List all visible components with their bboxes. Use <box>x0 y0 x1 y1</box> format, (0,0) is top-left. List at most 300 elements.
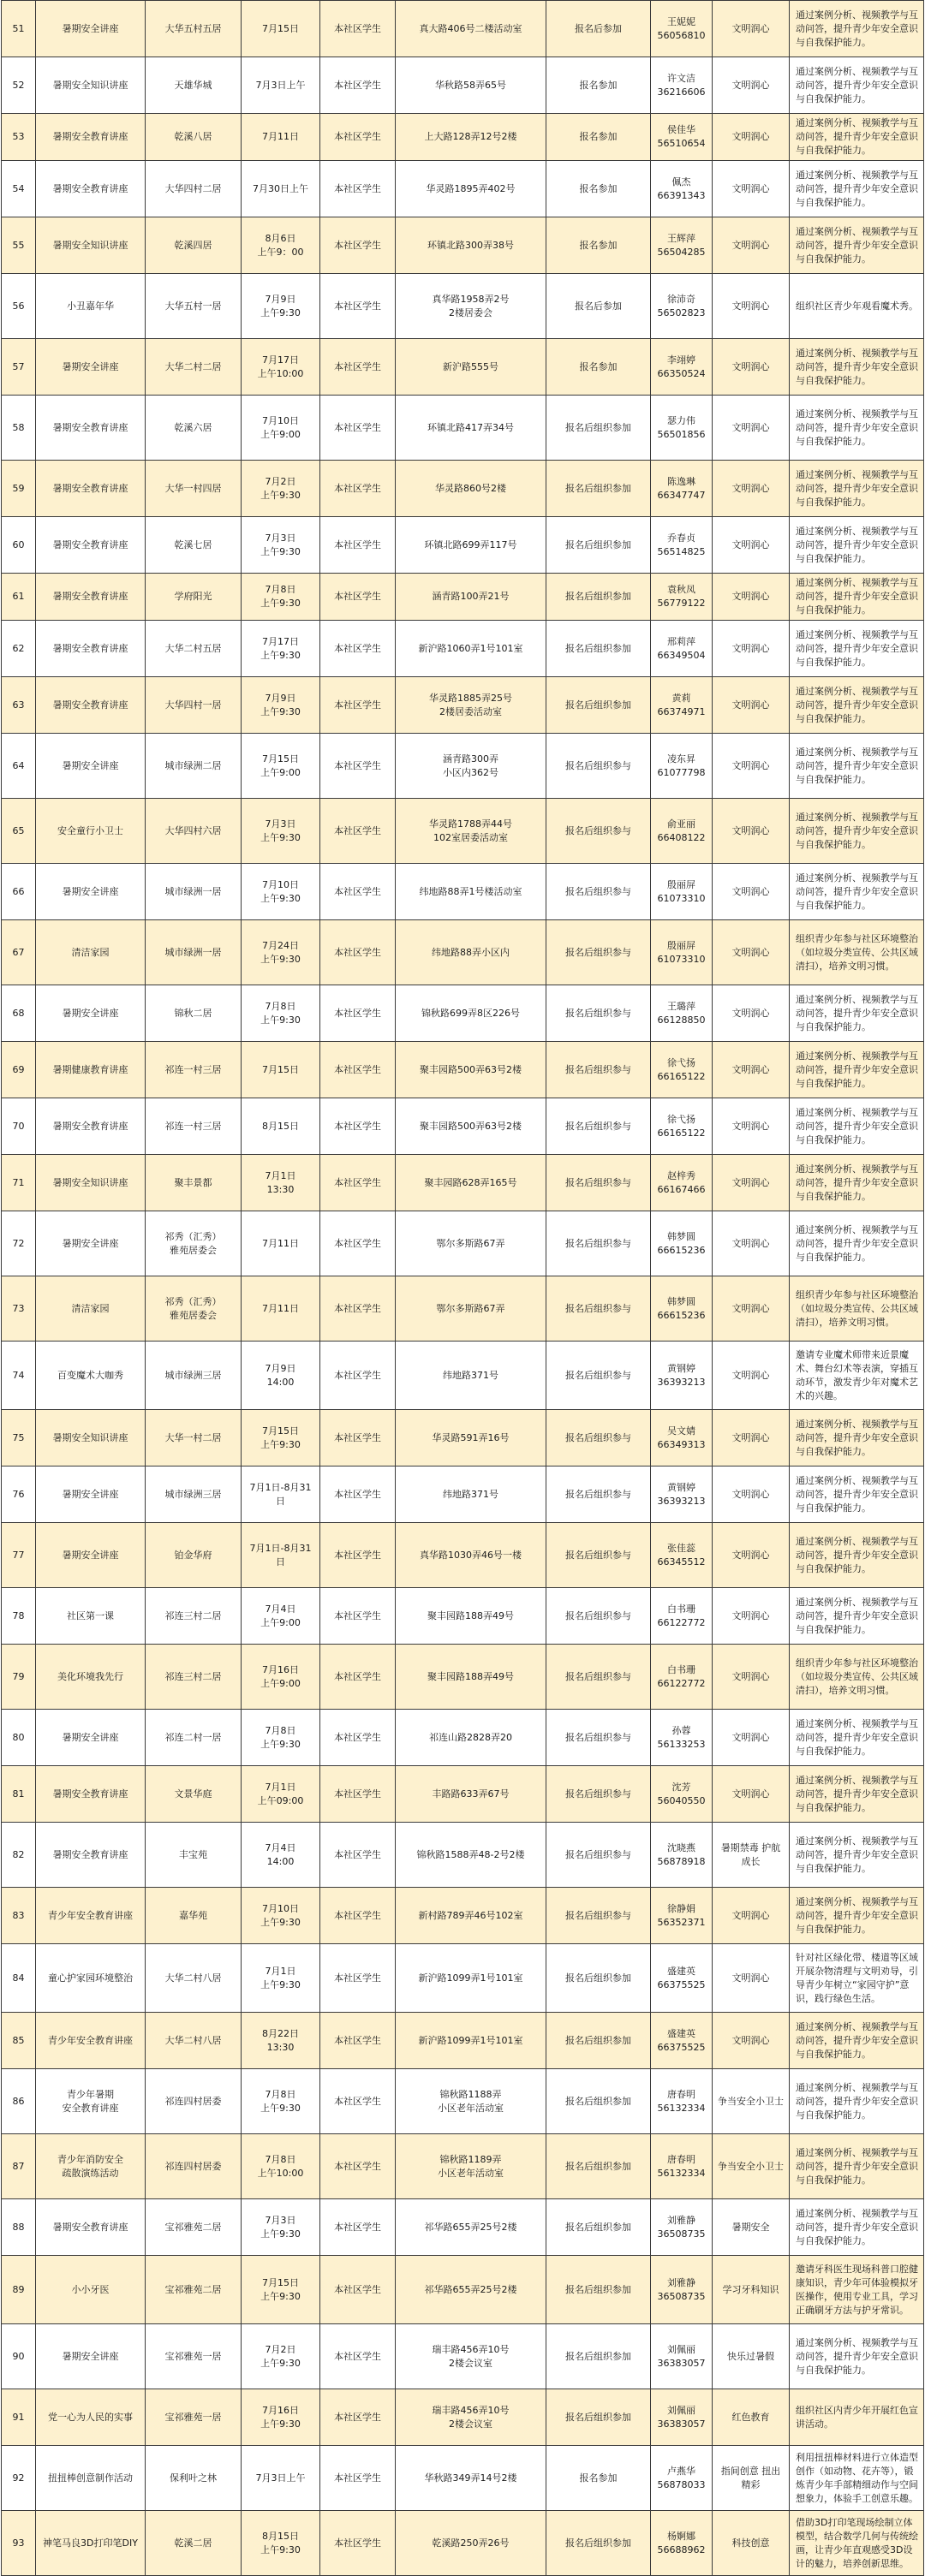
row-number: 69 <box>2 1042 36 1098</box>
activity-location: 鄂尔多斯路67弄 <box>396 1276 546 1342</box>
table-row <box>2 985 924 1042</box>
row-number: 52 <box>2 57 36 114</box>
contact-info: 王妮妮 56056810 <box>651 1 713 57</box>
activity-name: 青少年安全教育讲座 <box>36 2013 146 2069</box>
signup-method: 报名后组织参与 <box>546 1645 651 1710</box>
signup-method: 报名后组织参加 <box>546 1944 651 2013</box>
activity-name: 童心护家园环境整治 <box>36 1944 146 2013</box>
target-audience: 本社区学生 <box>320 2013 396 2069</box>
contact-info: 唐春明 56132334 <box>651 2069 713 2134</box>
community-name: 城市绿洲一居 <box>146 920 242 985</box>
community-name: 祁连四村居委 <box>146 2134 242 2199</box>
activity-location: 涵青路300弄 小区内362号 <box>396 734 546 799</box>
target-audience: 本社区学生 <box>320 985 396 1042</box>
target-audience: 本社区学生 <box>320 621 396 677</box>
row-number: 92 <box>2 2446 36 2511</box>
activity-description: 通过案例分析、视频教学与互动问答，提升青少年安全意识与自我保护能力。 <box>790 517 924 574</box>
signup-method: 报名后组织参与 <box>546 1588 651 1645</box>
target-audience: 本社区学生 <box>320 217 396 274</box>
activity-date: 7月15日 <box>242 1 320 57</box>
table-row <box>2 1823 924 1888</box>
activity-theme: 文明润心 <box>713 621 790 677</box>
activity-location: 华灵路860号2楼 <box>396 461 546 517</box>
target-audience: 本社区学生 <box>320 517 396 574</box>
activity-name: 暑期安全知识讲座 <box>36 217 146 274</box>
activity-location: 鄂尔多斯路67弄 <box>396 1211 546 1276</box>
row-number: 57 <box>2 339 36 396</box>
signup-method: 报名参加 <box>546 339 651 396</box>
row-number: 79 <box>2 1645 36 1710</box>
row-number: 59 <box>2 461 36 517</box>
signup-method: 报名后组织参加 <box>546 396 651 461</box>
table-row <box>2 1042 924 1098</box>
table-row <box>2 396 924 461</box>
activity-date: 7月15日 上午9:30 <box>242 2256 320 2324</box>
signup-method: 报名后组织参加 <box>546 2069 651 2134</box>
activity-location: 锦秋路699弄8区226号 <box>396 985 546 1042</box>
contact-info: 王辉萍 56504285 <box>651 217 713 274</box>
activity-description: 通过案例分析、视频教学与互动问答，提升青少年安全意识与自我保护能力。 <box>790 339 924 396</box>
activity-location: 纬地路371号 <box>396 1466 546 1523</box>
activity-name: 暑期安全教育讲座 <box>36 461 146 517</box>
activity-description: 通过案例分析、视频教学与互动问答，提升青少年安全意识与自我保护能力。 <box>790 799 924 864</box>
activity-date: 7月10日 上午9:30 <box>242 1888 320 1944</box>
contact-info: 殷丽屏 61073310 <box>651 864 713 920</box>
activity-theme: 快乐过暑假 <box>713 2324 790 2389</box>
community-name: 祁连二村一居 <box>146 1710 242 1766</box>
community-name: 祁连三村二居 <box>146 1588 242 1645</box>
signup-method: 报名后组织参加 <box>546 2511 651 2576</box>
target-audience: 本社区学生 <box>320 1 396 57</box>
activity-location: 华秋路349弄14号2楼 <box>396 2446 546 2511</box>
signup-method: 报名后组织参与 <box>546 920 651 985</box>
activity-theme: 文明润心 <box>713 1155 790 1211</box>
signup-method: 报名后组织参加 <box>546 677 651 734</box>
activity-name: 暑期安全讲座 <box>36 339 146 396</box>
activity-description: 针对社区绿化带、楼道等区域开展杂物清理与文明劝导，引导青少年树立“家园守护”意识，践行绿色生活。 <box>790 1944 924 2013</box>
activity-location: 新沪路555号 <box>396 339 546 396</box>
activity-location: 新沪路1099弄1号101室 <box>396 1944 546 2013</box>
target-audience: 本社区学生 <box>320 114 396 161</box>
signup-method: 报名参加 <box>546 2446 651 2511</box>
activity-location: 纬地路371号 <box>396 1342 546 1410</box>
activity-name: 暑期安全教育讲座 <box>36 517 146 574</box>
activity-name: 暑期安全教育讲座 <box>36 1823 146 1888</box>
signup-method: 报名后组织参加 <box>546 2134 651 2199</box>
activity-description: 通过案例分析、视频教学与互动问答，提升青少年安全意识与自我保护能力。 <box>790 1410 924 1466</box>
activity-date: 8月6日 上午9：00 <box>242 217 320 274</box>
signup-method: 报名后组织参加 <box>546 2389 651 2446</box>
activity-description: 邀请专业魔术师带来近景魔术、舞台幻术等表演，穿插互动环节，激发青少年对魔术艺术的兴趣。 <box>790 1342 924 1410</box>
community-name: 大华二村二居 <box>146 339 242 396</box>
activity-date: 7月3日 上午9:30 <box>242 517 320 574</box>
community-name: 文景华庭 <box>146 1766 242 1823</box>
contact-info: 孙蓉 56133253 <box>651 1710 713 1766</box>
activity-theme: 学习牙科知识 <box>713 2256 790 2324</box>
contact-info: 盛建英 66375525 <box>651 1944 713 2013</box>
activity-location: 聚丰园路500弄63号2楼 <box>396 1098 546 1155</box>
activity-theme: 文明润心 <box>713 461 790 517</box>
signup-method: 报名后组织参与 <box>546 1823 651 1888</box>
activity-date: 7月30日上午 <box>242 161 320 217</box>
community-name: 乾溪六居 <box>146 396 242 461</box>
signup-method: 报名后组织参与 <box>546 864 651 920</box>
activity-theme: 文明润心 <box>713 574 790 621</box>
row-number: 85 <box>2 2013 36 2069</box>
activity-name: 暑期安全讲座 <box>36 2324 146 2389</box>
target-audience: 本社区学生 <box>320 1276 396 1342</box>
target-audience: 本社区学生 <box>320 1098 396 1155</box>
activity-location: 环镇北路300弄38号 <box>396 217 546 274</box>
activity-date: 7月8日 上午10:00 <box>242 2134 320 2199</box>
activity-description: 通过案例分析、视频教学与互动问答，提升青少年安全意识与自我保护能力。 <box>790 985 924 1042</box>
activity-theme: 文明润心 <box>713 799 790 864</box>
community-name: 保利叶之林 <box>146 2446 242 2511</box>
target-audience: 本社区学生 <box>320 2511 396 2576</box>
activity-theme: 文明润心 <box>713 985 790 1042</box>
community-name: 大华二村八居 <box>146 2013 242 2069</box>
contact-info: 白书珊 66122772 <box>651 1588 713 1645</box>
activity-name: 暑期安全讲座 <box>36 1710 146 1766</box>
activity-location: 纬地路88弄1号楼活动室 <box>396 864 546 920</box>
activity-location: 瑞丰路456弄10号 2楼会议室 <box>396 2389 546 2446</box>
activity-date: 7月1日 13:30 <box>242 1155 320 1211</box>
activity-theme: 文明润心 <box>713 1766 790 1823</box>
community-name: 大华二村八居 <box>146 1944 242 2013</box>
activity-name: 清洁家园 <box>36 920 146 985</box>
activity-name: 暑期安全知识讲座 <box>36 1410 146 1466</box>
community-name: 祁连一村三居 <box>146 1042 242 1098</box>
table-row <box>2 2134 924 2199</box>
activity-location: 锦秋路1189弄 小区老年活动室 <box>396 2134 546 2199</box>
signup-method: 报名后组织参加 <box>546 2256 651 2324</box>
activity-theme: 暑期禁毒 护航成长 <box>713 1823 790 1888</box>
target-audience: 本社区学生 <box>320 274 396 339</box>
activity-name: 青少年暑期 安全教育讲座 <box>36 2069 146 2134</box>
activity-date: 7月8日 上午9:30 <box>242 574 320 621</box>
contact-info: 徐弋扬 66165122 <box>651 1042 713 1098</box>
table-row <box>2 517 924 574</box>
activity-description: 通过案例分析、视频教学与互动问答，提升青少年安全意识与自我保护能力。 <box>790 864 924 920</box>
row-number: 91 <box>2 2389 36 2446</box>
signup-method: 报名后组织参与 <box>546 1042 651 1098</box>
activity-name: 百变魔术大咖秀 <box>36 1342 146 1410</box>
table-row <box>2 2069 924 2134</box>
activity-date: 7月2日 上午9:30 <box>242 2324 320 2389</box>
community-name: 大华四村二居 <box>146 161 242 217</box>
activity-location: 锦秋路1188弄 小区老年活动室 <box>396 2069 546 2134</box>
community-name: 嘉华苑 <box>146 1888 242 1944</box>
activity-location: 真华路1030弄46号一楼 <box>396 1523 546 1588</box>
activity-date: 7月2日 上午9:30 <box>242 461 320 517</box>
community-name: 大华二村五居 <box>146 621 242 677</box>
signup-method: 报名后组织参与 <box>546 1276 651 1342</box>
table-row <box>2 799 924 864</box>
contact-info: 白书珊 66122772 <box>651 1645 713 1710</box>
community-name: 乾溪四居 <box>146 217 242 274</box>
activity-name: 暑期安全教育讲座 <box>36 574 146 621</box>
target-audience: 本社区学生 <box>320 734 396 799</box>
activity-location: 环镇北路417弄34号 <box>396 396 546 461</box>
target-audience: 本社区学生 <box>320 396 396 461</box>
signup-method: 报名后组织参与 <box>546 734 651 799</box>
row-number: 90 <box>2 2324 36 2389</box>
row-number: 81 <box>2 1766 36 1823</box>
row-number: 93 <box>2 2511 36 2576</box>
row-number: 84 <box>2 1944 36 2013</box>
activity-theme: 文明润心 <box>713 1 790 57</box>
activity-description: 通过案例分析、视频教学与互动问答，提升青少年安全意识与自我保护能力。 <box>790 2324 924 2389</box>
activity-location: 环镇北路699弄117号 <box>396 517 546 574</box>
contact-info: 刘佩丽 36383057 <box>651 2389 713 2446</box>
activity-theme: 文明润心 <box>713 1410 790 1466</box>
row-number: 88 <box>2 2199 36 2256</box>
community-name: 祁秀（汇秀） 雅苑居委会 <box>146 1276 242 1342</box>
activity-date: 7月3日 上午9:30 <box>242 799 320 864</box>
activity-description: 通过案例分析、视频教学与互动问答，提升青少年安全意识与自我保护能力。 <box>790 677 924 734</box>
community-name: 大华一村四居 <box>146 461 242 517</box>
row-number: 68 <box>2 985 36 1042</box>
contact-info: 李翊婷 66350524 <box>651 339 713 396</box>
activity-name: 暑期安全讲座 <box>36 1466 146 1523</box>
activity-name: 清洁家园 <box>36 1276 146 1342</box>
target-audience: 本社区学生 <box>320 1211 396 1276</box>
signup-method: 报名后组织参与 <box>546 1766 651 1823</box>
activity-description: 通过案例分析、视频教学与互动问答，提升青少年安全意识与自我保护能力。 <box>790 1098 924 1155</box>
community-name: 祁秀（汇秀） 雅苑居委会 <box>146 1211 242 1276</box>
activity-theme: 文明润心 <box>713 57 790 114</box>
activity-date: 7月24日 上午9:30 <box>242 920 320 985</box>
signup-method: 报名后组织参与 <box>546 799 651 864</box>
target-audience: 本社区学生 <box>320 2324 396 2389</box>
activity-name: 暑期安全教育讲座 <box>36 2199 146 2256</box>
activity-description: 组织社区内青少年开展红色宣讲活动。 <box>790 2389 924 2446</box>
target-audience: 本社区学生 <box>320 1410 396 1466</box>
activity-description: 组织青少年参与社区环境整治（如垃圾分类宣传、公共区域清扫），培养文明习惯。 <box>790 1645 924 1710</box>
activity-date: 7月1日-8月31日 <box>242 1466 320 1523</box>
table-row <box>2 734 924 799</box>
activity-theme: 文明润心 <box>713 677 790 734</box>
signup-method: 报名后组织参与 <box>546 1710 651 1766</box>
activity-name: 暑期安全讲座 <box>36 1 146 57</box>
activity-location: 聚丰园路500弄63号2楼 <box>396 1042 546 1098</box>
activity-description: 利用扭扭棒材料进行立体造型创作（如动物、花卉等），锻炼青少年手部精细动作与空间想象力，体验手工创意乐趣。 <box>790 2446 924 2511</box>
activity-date: 7月11日 <box>242 114 320 161</box>
row-number: 78 <box>2 1588 36 1645</box>
activity-description: 借助3D打印笔现场绘制立体模型，结合数学几何与传统绘画，让青少年直观感受3D设计的魅力，培养创新思维。 <box>790 2511 924 2576</box>
community-name: 大华一村二居 <box>146 1410 242 1466</box>
target-audience: 本社区学生 <box>320 2199 396 2256</box>
row-number: 74 <box>2 1342 36 1410</box>
community-name: 锦秋二居 <box>146 985 242 1042</box>
table-row <box>2 1098 924 1155</box>
contact-info: 赵梓秀 66167466 <box>651 1155 713 1211</box>
signup-method: 报名后组织参与 <box>546 1523 651 1588</box>
signup-method: 报名后组织参与 <box>546 1155 651 1211</box>
community-name: 祁连一村三居 <box>146 1098 242 1155</box>
activity-name: 暑期健康教育讲座 <box>36 1042 146 1098</box>
signup-method: 报名参加 <box>546 114 651 161</box>
target-audience: 本社区学生 <box>320 799 396 864</box>
signup-method: 报名后组织参加 <box>546 2199 651 2256</box>
contact-info: 沈晓燕 56878918 <box>651 1823 713 1888</box>
signup-method: 报名后组织参与 <box>546 1410 651 1466</box>
contact-info: 韩梦圆 66615236 <box>651 1211 713 1276</box>
activity-theme: 文明润心 <box>713 161 790 217</box>
activity-name: 社区第一课 <box>36 1588 146 1645</box>
target-audience: 本社区学生 <box>320 2446 396 2511</box>
row-number: 75 <box>2 1410 36 1466</box>
activity-date: 7月9日 上午9:30 <box>242 274 320 339</box>
contact-info: 刘雅静 36508735 <box>651 2199 713 2256</box>
activity-description: 通过案例分析、视频教学与互动问答，提升青少年安全意识与自我保护能力。 <box>790 1155 924 1211</box>
community-name: 乾溪七居 <box>146 517 242 574</box>
activity-date: 7月1日 上午9:30 <box>242 1944 320 2013</box>
activity-location: 聚丰园路188弄49号 <box>396 1588 546 1645</box>
row-number: 82 <box>2 1823 36 1888</box>
target-audience: 本社区学生 <box>320 1466 396 1523</box>
table-row <box>2 1 924 57</box>
activity-name: 暑期安全讲座 <box>36 864 146 920</box>
activity-description: 通过案例分析、视频教学与互动问答，提升青少年安全意识与自我保护能力。 <box>790 2069 924 2134</box>
target-audience: 本社区学生 <box>320 864 396 920</box>
activity-location: 新沪路1060弄1号101室 <box>396 621 546 677</box>
activity-theme: 文明润心 <box>713 217 790 274</box>
community-name: 聚丰景都 <box>146 1155 242 1211</box>
contact-info: 卢燕华 56878033 <box>651 2446 713 2511</box>
activity-date: 7月15日 上午9:30 <box>242 1410 320 1466</box>
activity-location: 乾溪路250弄26号 <box>396 2511 546 2576</box>
community-name: 大华五村一居 <box>146 274 242 339</box>
community-name: 天雄华城 <box>146 57 242 114</box>
activity-theme: 文明润心 <box>713 1211 790 1276</box>
community-name: 丰宝苑 <box>146 1823 242 1888</box>
row-number: 73 <box>2 1276 36 1342</box>
signup-method: 报名后组织参与 <box>546 985 651 1042</box>
contact-info: 俞亚丽 66408122 <box>651 799 713 864</box>
activity-schedule-table <box>1 0 924 2576</box>
signup-method: 报名后参加 <box>546 1 651 57</box>
table-row <box>2 274 924 339</box>
target-audience: 本社区学生 <box>320 57 396 114</box>
activity-theme: 指间创意 扭出精彩 <box>713 2446 790 2511</box>
activity-date: 7月11日 <box>242 1211 320 1276</box>
contact-info: 沈芳 56040550 <box>651 1766 713 1823</box>
activity-theme: 文明润心 <box>713 1944 790 2013</box>
activity-name: 暑期安全知识讲座 <box>36 57 146 114</box>
activity-description: 通过案例分析、视频教学与互动问答，提升青少年安全意识与自我保护能力。 <box>790 217 924 274</box>
activity-description: 通过案例分析、视频教学与互动问答，提升青少年安全意识与自我保护能力。 <box>790 161 924 217</box>
target-audience: 本社区学生 <box>320 1523 396 1588</box>
activity-name: 党一心为人民的实事 <box>36 2389 146 2446</box>
activity-description: 通过案例分析、视频教学与互动问答，提升青少年安全意识与自我保护能力。 <box>790 1888 924 1944</box>
activity-description: 通过案例分析、视频教学与互动问答，提升青少年安全意识与自我保护能力。 <box>790 396 924 461</box>
row-number: 87 <box>2 2134 36 2199</box>
activity-location: 华秋路58弄65号 <box>396 57 546 114</box>
activity-date: 7月3日 上午9:30 <box>242 2199 320 2256</box>
activity-name: 暑期安全讲座 <box>36 1523 146 1588</box>
activity-description: 组织社区青少年观看魔术秀。 <box>790 274 924 339</box>
table-row <box>2 1888 924 1944</box>
activity-theme: 文明润心 <box>713 734 790 799</box>
activity-description: 通过案例分析、视频教学与互动问答，提升青少年安全意识与自我保护能力。 <box>790 2199 924 2256</box>
activity-name: 暑期安全讲座 <box>36 985 146 1042</box>
table-row <box>2 920 924 985</box>
table-row <box>2 114 924 161</box>
signup-method: 报名后组织参加 <box>546 2324 651 2389</box>
table-row <box>2 1211 924 1276</box>
contact-info: 袁秋凤 56779122 <box>651 574 713 621</box>
contact-info: 张佳蕊 66345512 <box>651 1523 713 1588</box>
activity-date: 7月11日 <box>242 1276 320 1342</box>
contact-info: 佩杰 66391343 <box>651 161 713 217</box>
activity-date: 7月9日 上午9:30 <box>242 677 320 734</box>
community-name: 祁连三村二居 <box>146 1645 242 1710</box>
activity-description: 通过案例分析、视频教学与互动问答，提升青少年安全意识与自我保护能力。 <box>790 1766 924 1823</box>
activity-name: 暑期安全教育讲座 <box>36 1098 146 1155</box>
contact-info: 吴文婧 66349313 <box>651 1410 713 1466</box>
row-number: 76 <box>2 1466 36 1523</box>
activity-date: 7月17日 上午10:00 <box>242 339 320 396</box>
activity-theme: 文明润心 <box>713 1588 790 1645</box>
row-number: 58 <box>2 396 36 461</box>
activity-theme: 文明润心 <box>713 2013 790 2069</box>
table-row <box>2 1710 924 1766</box>
signup-method: 报名后组织参加 <box>546 2013 651 2069</box>
contact-info: 陈逸琳 66347747 <box>651 461 713 517</box>
community-name: 祁连四村居委 <box>146 2069 242 2134</box>
table-row <box>2 1410 924 1466</box>
table-row <box>2 1588 924 1645</box>
activity-name: 暑期安全教育讲座 <box>36 114 146 161</box>
activity-theme: 文明润心 <box>713 1710 790 1766</box>
target-audience: 本社区学生 <box>320 574 396 621</box>
row-number: 65 <box>2 799 36 864</box>
row-number: 53 <box>2 114 36 161</box>
table-row <box>2 621 924 677</box>
activity-theme: 文明润心 <box>713 339 790 396</box>
row-number: 51 <box>2 1 36 57</box>
table-row <box>2 1466 924 1523</box>
community-name: 宝祁雅苑一居 <box>146 2389 242 2446</box>
target-audience: 本社区学生 <box>320 339 396 396</box>
target-audience: 本社区学生 <box>320 677 396 734</box>
table-row <box>2 57 924 114</box>
activity-theme: 文明润心 <box>713 1276 790 1342</box>
signup-method: 报名后组织参与 <box>546 1098 651 1155</box>
row-number: 86 <box>2 2069 36 2134</box>
activity-description: 通过案例分析、视频教学与互动问答，提升青少年安全意识与自我保护能力。 <box>790 2013 924 2069</box>
community-name: 乾溪二居 <box>146 2511 242 2576</box>
activity-theme: 暑期安全 <box>713 2199 790 2256</box>
activity-date: 7月8日 上午9:30 <box>242 1710 320 1766</box>
row-number: 70 <box>2 1098 36 1155</box>
activity-theme: 文明润心 <box>713 864 790 920</box>
row-number: 62 <box>2 621 36 677</box>
table-row <box>2 161 924 217</box>
table-row <box>2 2389 924 2446</box>
contact-info: 殷丽屏 61073310 <box>651 920 713 985</box>
signup-method: 报名后组织参加 <box>546 621 651 677</box>
activity-description: 通过案例分析、视频教学与互动问答，提升青少年安全意识与自我保护能力。 <box>790 2134 924 2199</box>
contact-info: 刘佩丽 36383057 <box>651 2324 713 2389</box>
signup-method: 报名后组织参与 <box>546 1342 651 1410</box>
activity-theme: 文明润心 <box>713 1888 790 1944</box>
activity-date: 7月15日 <box>242 1042 320 1098</box>
activity-theme: 文明润心 <box>713 1042 790 1098</box>
activity-name: 暑期安全教育讲座 <box>36 396 146 461</box>
activity-date: 7月8日 上午9:30 <box>242 2069 320 2134</box>
